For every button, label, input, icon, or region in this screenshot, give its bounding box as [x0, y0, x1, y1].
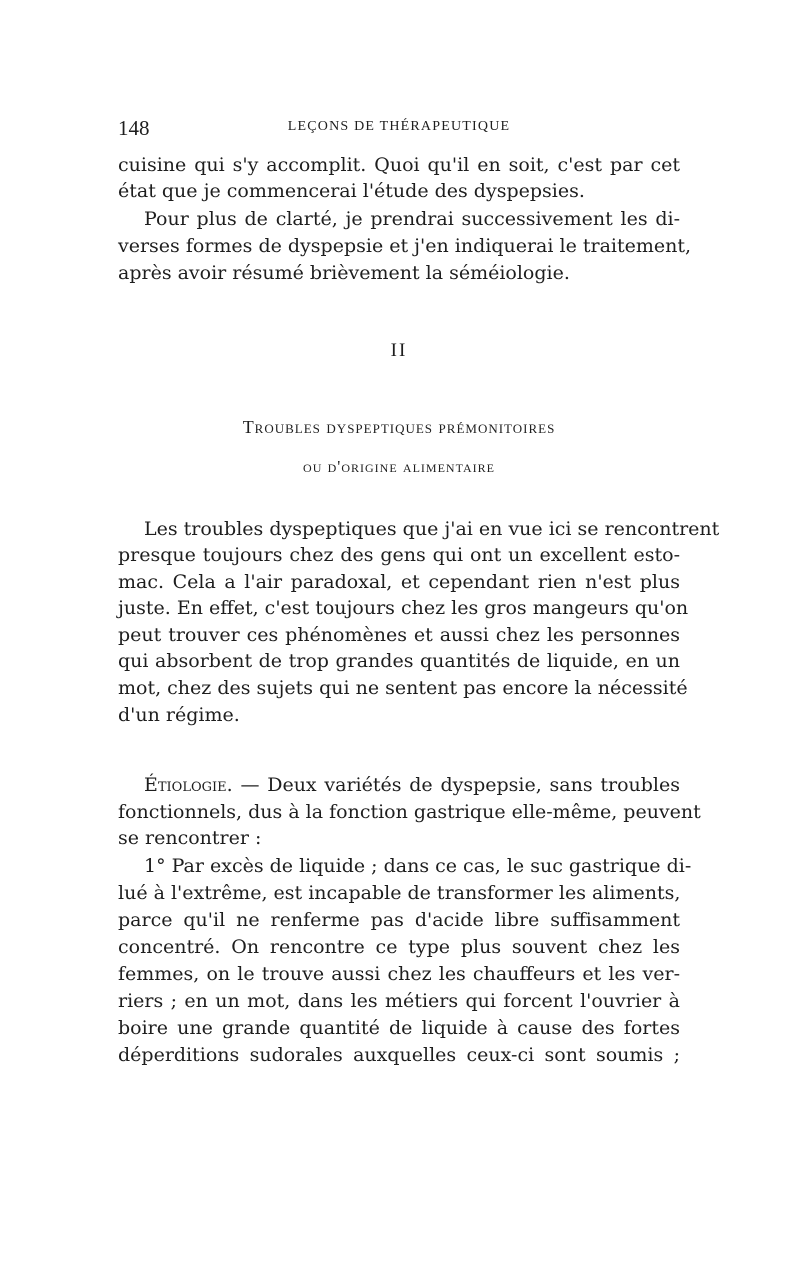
- etiologie-first-line: [144, 772, 680, 798]
- text-line: Les troubles dyspeptiques que j'ai en vue ici se rencontrent: [144, 518, 720, 540]
- page-number: 148: [118, 116, 150, 140]
- text-line: presque toujours chez des gens qui ont un excellent esto-: [118, 544, 680, 566]
- text-line: riers ; en un mot, dans les métiers qui forcent l'ouvrier à: [118, 990, 680, 1012]
- text-line: concentré. On rencontre ce type plus souvent chez les: [118, 936, 680, 958]
- text-line: 1° Par excès de liquide ; dans ce cas, le suc gastrique di-: [144, 855, 692, 877]
- text-line: mac. Cela a l'air paradoxal, et cependant rien n'est plus: [118, 571, 680, 593]
- text-line: d'un régime.: [118, 704, 240, 726]
- text-line: parce qu'il ne renferme pas d'acide libre suffisamment: [118, 909, 680, 931]
- text-line: fonctionnels, dus à la fonction gastrique elle-même, peuvent: [118, 801, 701, 823]
- section-title-line-2: ou d'origine alimentaire: [303, 457, 495, 476]
- text-line: boire une grande quantité de liquide à cause des fortes: [118, 1017, 680, 1039]
- text-line: état que je commencerai l'étude des dyspepsies.: [118, 180, 585, 202]
- text-line: déperditions sudorales auxquelles ceux-ci sont soumis ;: [118, 1044, 680, 1066]
- text-line: qui absorbent de trop grandes quantités de liquide, en un: [118, 650, 680, 672]
- text-line: lué à l'extrême, est incapable de transformer les aliments,: [118, 882, 681, 904]
- etiologie-label: Étiologie.: [144, 774, 233, 796]
- text-line: après avoir résumé brièvement la séméiologie.: [118, 262, 570, 284]
- text-line: peut trouver ces phénomènes et aussi chez les personnes: [118, 624, 680, 646]
- page-header: [118, 116, 680, 142]
- section-number: II: [390, 340, 408, 361]
- section-title-line-1: Troubles dyspeptiques prémonitoires: [242, 417, 556, 437]
- text-line: juste. En effet, c'est toujours chez les gros mangeurs qu'on: [118, 597, 689, 619]
- text-line: femmes, on le trouve aussi chez les chauffeurs et les ver-: [118, 963, 680, 985]
- text-line: cuisine qui s'y accomplit. Quoi qu'il en soit, c'est par cet: [118, 154, 680, 176]
- text-line: mot, chez des sujets qui ne sentent pas encore la nécessité: [118, 677, 688, 699]
- running-title: LEÇONS DE THÉRAPEUTIQUE: [287, 119, 511, 134]
- text-line: verses formes de dyspepsie et j'en indiquerai le traitement,: [118, 235, 692, 257]
- etiologie-text: — Deux variétés de dyspepsie, sans troubles: [232, 774, 680, 796]
- text-line: Pour plus de clarté, je prendrai successivement les di-: [144, 208, 680, 230]
- text-line: se rencontrer :: [118, 827, 262, 849]
